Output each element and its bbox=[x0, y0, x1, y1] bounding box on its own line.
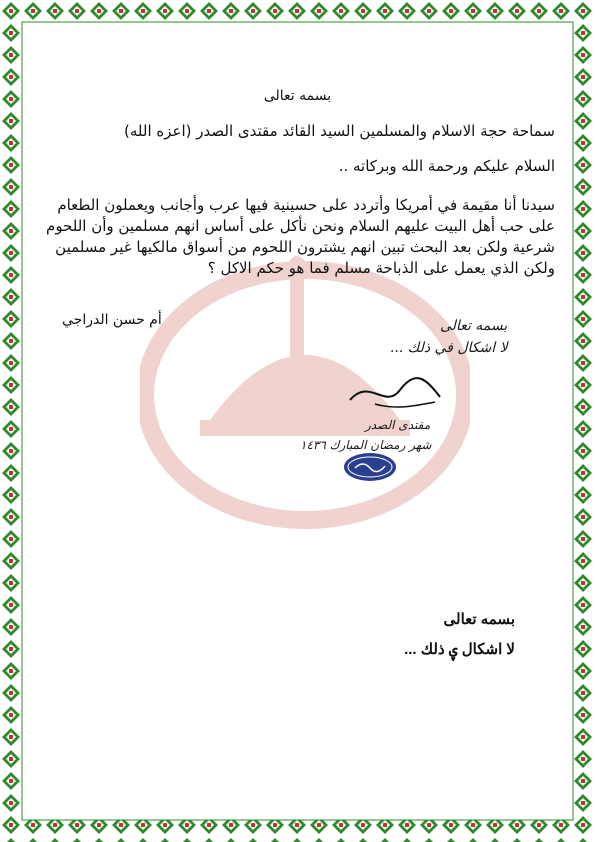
handwritten-date: شهر رمضان المبارك ١٤٣٦ bbox=[300, 438, 432, 452]
typed-reply-heading: بسمه تعالى bbox=[443, 611, 515, 628]
letter-greeting: السلام عليكم ورحمة الله وبركاته .. bbox=[338, 157, 555, 175]
handwritten-reply-answer: لا اشكال في ذلك ... bbox=[390, 340, 508, 356]
letter-body: سيدنا أنا مقيمة في أمريكا وأتردد على حسينية فيها عرب وأجانب ويعملون الطعام على حب أهل البيت عليهم السلام ونحن نأكل على أساس انهم مسلمين وأن اللحوم شرعية ولكن بعد البحث تبين انهم يشترون اللحوم من أسواق مالكيها غير مسلمين ولكن الذي يعمل على الذباحة مسلم فما هو حكم الاكل ؟ bbox=[46, 196, 555, 277]
letter-heading: بسمه تعالى bbox=[263, 88, 332, 104]
handwritten-signer-name: مقتدى الصدر bbox=[365, 418, 431, 432]
letter-sender: أم حسن الدراجي bbox=[62, 312, 162, 328]
typed-reply-answer: لا اشكال ۑ ذلك ... bbox=[404, 641, 515, 658]
letter-addressee: سماحة حجة الاسلام والمسلمين السيد القائد مقتدى الصدر (اعزه الله) bbox=[124, 122, 555, 140]
handwritten-signature bbox=[340, 372, 450, 412]
office-seal bbox=[343, 452, 397, 482]
handwritten-reply-heading: بسمه تعالى bbox=[440, 318, 508, 334]
